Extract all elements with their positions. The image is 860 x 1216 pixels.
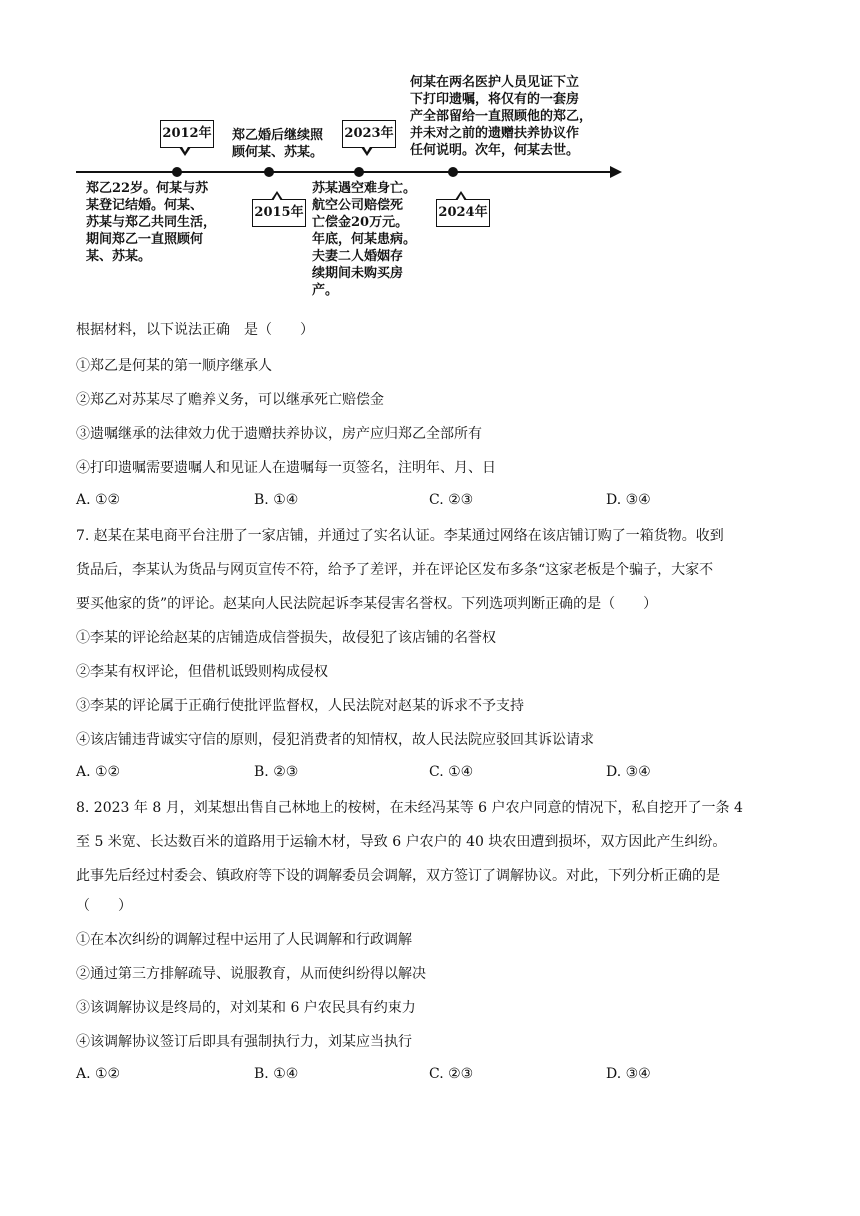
option-a[interactable]: A. ①② xyxy=(76,764,121,780)
q7-item-1: ①李某的评论给赵某的店铺造成信誉损失，故侵犯了该店铺的名誉权 xyxy=(76,630,496,646)
q7-options xyxy=(76,764,776,784)
year-label: 2024年 xyxy=(438,205,488,220)
q6-stem: 根据材料，以下说法正确 是（ ） xyxy=(76,322,314,338)
q7-stem-line-2: 货品后，李某认为货品与网页宣传不符，给予了差评，并在评论区发布多条“这家老板是个骗子，大家不 xyxy=(76,562,714,578)
q8-item-3: ③该调解协议是终局的，对刘某和 6 户农民具有约束力 xyxy=(76,1000,416,1016)
q8-stem-line-4: （ ） xyxy=(76,898,132,914)
q8-item-1: ①在本次纠纷的调解过程中运用了人民调解和行政调解 xyxy=(76,932,412,948)
option-c[interactable]: C. ①④ xyxy=(429,764,474,780)
year-callout-2024 xyxy=(436,199,490,227)
note-2012: 郑乙22岁。何某与苏 某登记结婚。何某、 苏某与郑乙共同生活， 期间郑乙一直照顾何 某、苏某。 xyxy=(86,181,217,264)
option-c[interactable]: C. ②③ xyxy=(429,492,474,508)
q7-item-4: ④该店铺违背诚实守信的原则，侵犯消费者的知情权，故人民法院应驳回其诉讼请求 xyxy=(76,732,594,748)
q6-options xyxy=(76,492,776,512)
option-d[interactable]: D. ③④ xyxy=(606,1066,651,1082)
option-c[interactable]: C. ②③ xyxy=(429,1066,474,1082)
option-b[interactable]: B. ①④ xyxy=(254,492,299,508)
note-2015: 郑乙婚后继续照 顾何某、苏某。 xyxy=(232,128,324,160)
q7-item-2: ②李某有权评论，但借机诋毁则构成侵权 xyxy=(76,664,328,680)
note-2023: 苏某遇空难身亡。 航空公司赔偿死 亡偿金20万元。 年底，何某患病。 夫妻二人婚姻存 续期间未购买房 产。 xyxy=(312,181,417,298)
option-d[interactable]: D. ③④ xyxy=(606,492,651,508)
year-callout-2023 xyxy=(342,120,396,148)
timeline-axis xyxy=(76,171,612,173)
timeline-dot-2012 xyxy=(172,167,182,177)
q8-options xyxy=(76,1066,776,1086)
year-callout-2015 xyxy=(252,199,306,227)
q7-stem-line-1: 7. 赵某在某电商平台注册了一家店铺，并通过了实名认证。李某通过网络在该店铺订购了一箱货物。收到 xyxy=(76,528,724,544)
q7-stem-line-3: 要买他家的货”的评论。赵某向人民法院起诉李某侵害名誉权。下列选项判断正确的是（ ） xyxy=(76,596,658,612)
option-d[interactable]: D. ③④ xyxy=(606,764,651,780)
q8-item-2: ②通过第三方排解疏导、说服教育，从而使纠纷得以解决 xyxy=(76,966,426,982)
year-label: 2015年 xyxy=(254,205,304,220)
timeline-arrow-icon xyxy=(610,166,622,178)
timeline-dot-2015 xyxy=(264,167,274,177)
timeline-figure xyxy=(76,70,636,310)
q6-item-2: ②郑乙对苏某尽了赡养义务，可以继承死亡赔偿金 xyxy=(76,392,384,408)
timeline-dot-2024 xyxy=(448,167,458,177)
q8-stem-line-3: 此事先后经过村委会、镇政府等下设的调解委员会调解，双方签订了调解协议。对此，下列分析正确的是 xyxy=(76,868,720,884)
q7-item-3: ③李某的评论属于正确行使批评监督权，人民法院对赵某的诉求不予支持 xyxy=(76,698,524,714)
year-label: 2023年 xyxy=(344,126,394,141)
q8-stem-line-1: 8. 2023 年 8 月，刘某想出售自己林地上的桉树，在未经冯某等 6 户农户同意的情况下，私自挖开了一条 4 xyxy=(76,800,743,816)
option-b[interactable]: B. ①④ xyxy=(254,1066,299,1082)
option-a[interactable]: A. ①② xyxy=(76,492,121,508)
q8-item-4: ④该调解协议签订后即具有强制执行力，刘某应当执行 xyxy=(76,1034,412,1050)
timeline-dot-2023 xyxy=(354,167,364,177)
note-2024: 何某在两名医护人员见证下立 下打印遗嘱，将仅有的一套房 产全部留给一直照顾他的郑乙， 并未对之前的遗赠扶养协议作 任何说明。次年，何某去世。 xyxy=(410,75,593,158)
year-label: 2012年 xyxy=(162,126,212,141)
q6-item-4: ④打印遗嘱需要遗嘱人和见证人在遗嘱每一页签名，注明年、月、日 xyxy=(76,460,496,476)
q6-item-1: ①郑乙是何某的第一顺序继承人 xyxy=(76,358,272,374)
year-callout-2012 xyxy=(160,120,214,148)
option-b[interactable]: B. ②③ xyxy=(254,764,299,780)
option-a[interactable]: A. ①② xyxy=(76,1066,121,1082)
q6-item-3: ③遗嘱继承的法律效力优于遗赠扶养协议，房产应归郑乙全部所有 xyxy=(76,426,482,442)
q8-stem-line-2: 至 5 米宽、长达数百米的道路用于运输木材，导致 6 户农户的 40 块农田遭到损坏，双方因此产生纠纷。 xyxy=(76,834,727,850)
